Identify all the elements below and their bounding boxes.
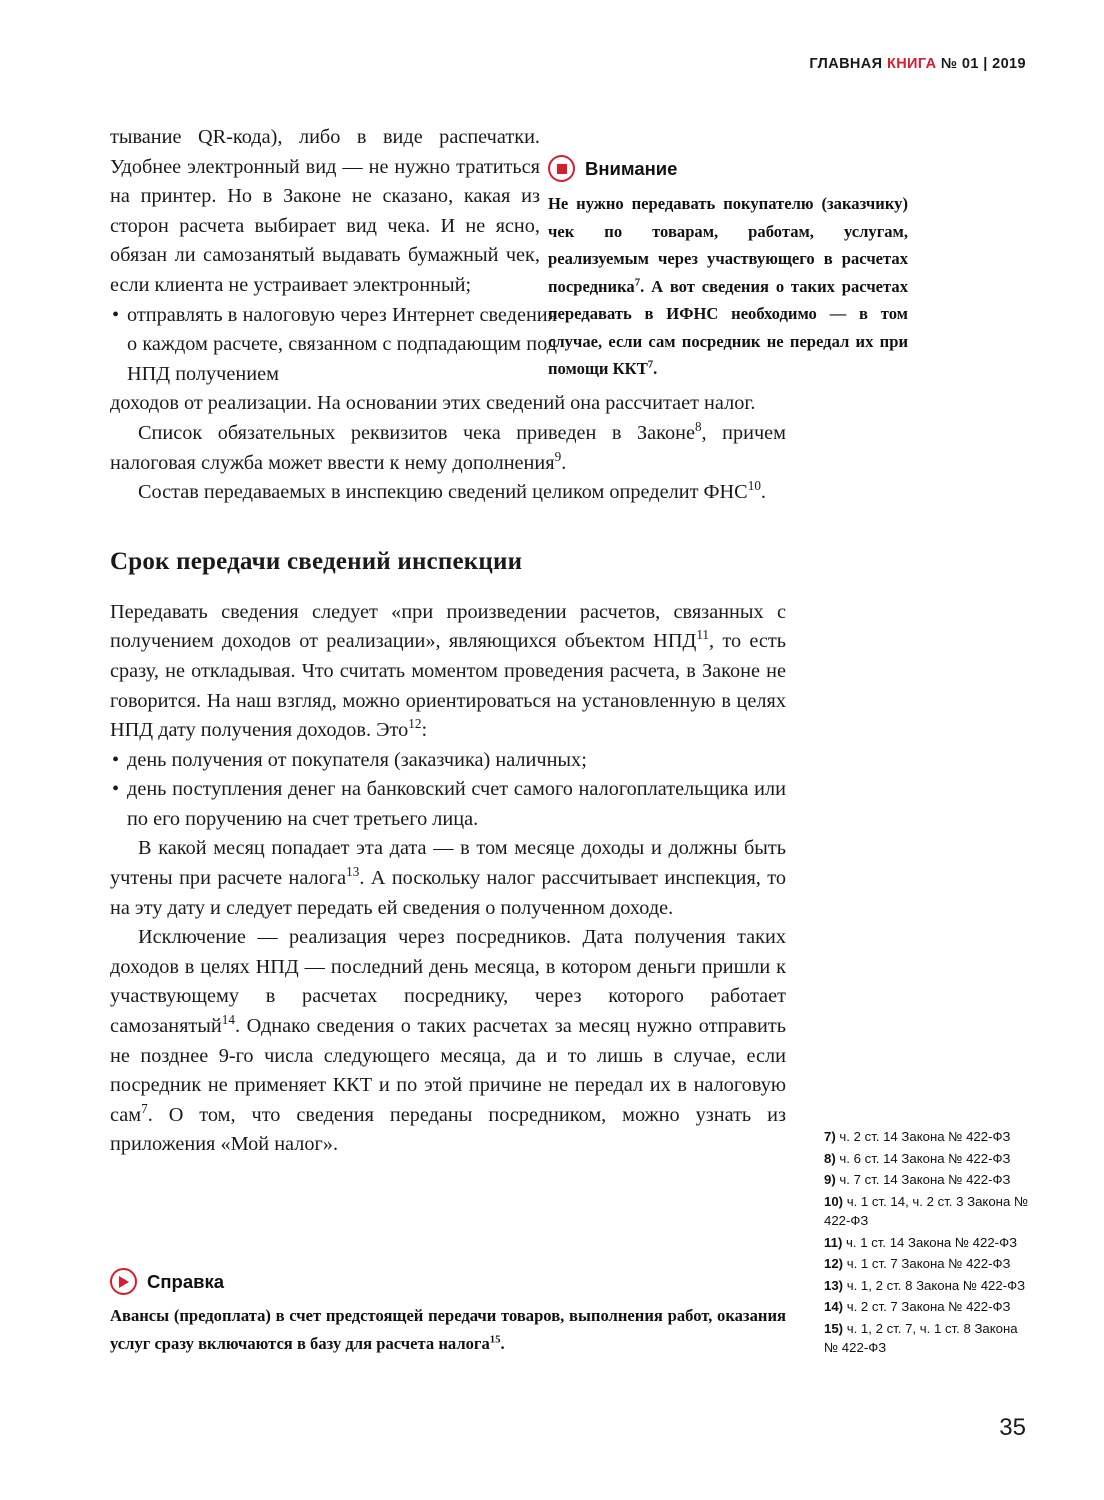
footnote-item (824, 1170, 1034, 1190)
footnote-number: 11) (824, 1234, 843, 1250)
footnote-number: 9) (824, 1172, 836, 1187)
footnote-text: ч. 2 ст. 7 Закона № 422-ФЗ (843, 1299, 1011, 1314)
bullet-send-narrow: • отправлять в налоговую через Интернет сведения о каждом расчете, связанном с подпадающим под НПД получением (127, 303, 557, 385)
attention-title: Внимание (585, 158, 678, 179)
para-list-a: Список обязательных реквизитов чека приведен в Законе (138, 421, 695, 444)
para-transfer-b: , то есть сразу, не откладывая. Что считать моментом проведения расчета, в Законе не говорится. На наш взгляд, можно ориентироваться на установленную в целях НПД дату получения доходов. Это (110, 630, 786, 742)
spravka-title: Справка (147, 1271, 225, 1292)
footnote-text: ч. 1, 2 ст. 7, ч. 1 ст. 8 Закона № 422-ФЗ (824, 1320, 1018, 1355)
footnote-item (824, 1297, 1034, 1317)
footnote-ref-11: 11 (696, 627, 710, 643)
footnote-text: ч. 1, 2 ст. 8 Закона № 422-ФЗ (843, 1277, 1026, 1293)
attention-text-c: . (653, 359, 658, 378)
spravka-header (110, 1268, 786, 1297)
footnote-text: ч. 6 ст. 14 Закона № 422-ФЗ (835, 1150, 1011, 1166)
footnote-ref-9: 9 (554, 448, 562, 464)
attention-text-b: . А вот сведения о таких расчетах передавать в ИФНС необходимо — в том случае, если сам посредник не передал их при помощи ККТ (548, 276, 908, 378)
paragraph-transfer-rules (110, 598, 786, 746)
footnote-number: 13) (824, 1277, 844, 1293)
list-item: • день поступления денег на банковский счет самого налогоплательщика или по его поручению на счет третьего лица. (110, 775, 786, 834)
footnote-item (824, 1319, 1034, 1358)
footnote-ref-7b: 7 (141, 1101, 148, 1117)
paragraph-qr-code: тывание QR-кода), либо в виде распечатки. Удобнее электронный вид — не нужно тратиться на принтер. Но в Законе не сказано, какая из сторон расчета выбирает вид чека. И не ясно, обязан ли самозанятый выдавать бумажный чек, если клиента не устраивает электронный; (110, 126, 540, 296)
attention-text (548, 190, 908, 383)
para-compose-b: . (760, 481, 766, 504)
footnote-item (824, 1149, 1034, 1169)
footnote-number: 15) (824, 1320, 844, 1336)
para-except-a: Исключение — реализация через посредников. Дата получения таких доходов в целях НПД — последний день месяца, в котором деньги пришли к участвующему в расчетах посреднику, через которого работает самозанятый (110, 926, 786, 1038)
paragraph-receipt-requisites (110, 419, 786, 478)
bullet-list-income-dates (110, 746, 786, 835)
page-number: 35 (999, 1414, 1026, 1441)
footnote-ref-7c: 7 (647, 358, 654, 371)
footnote-number: 10) (824, 1193, 844, 1209)
spravka-callout (110, 1268, 786, 1357)
section-heading: Срок передачи сведений инспекции (110, 547, 523, 575)
footnote-ref-14: 14 (221, 1012, 235, 1028)
footnote-ref-8: 8 (694, 419, 702, 435)
footnote-item (824, 1192, 1034, 1231)
footnote-number: 7) (824, 1129, 836, 1144)
footnote-text: ч. 1 ст. 14, ч. 2 ст. 3 Закона № 422-ФЗ (824, 1193, 1029, 1228)
list-item: • день получения от покупателя (заказчика) наличных; (110, 746, 786, 776)
footnote-number: 14) (824, 1299, 844, 1314)
footnote-text: ч. 1 ст. 7 Закона № 422-ФЗ (843, 1256, 1011, 1271)
header-issue: № 01 | 2019 (936, 56, 1026, 72)
paragraph-month (110, 834, 786, 923)
footnote-ref-13: 13 (346, 864, 360, 880)
header-brand-accent: КНИГА (886, 56, 937, 72)
para-month-a: В какой месяц попадает эта дата — в том месяце доходы и должны быть учтены при расчете налога (110, 837, 786, 890)
footnote-text: ч. 1 ст. 14 Закона № 422-ФЗ (842, 1234, 1018, 1250)
footnote-item (824, 1276, 1034, 1296)
footnote-item (824, 1233, 1034, 1253)
para-list-c: . (561, 451, 567, 474)
attention-callout (548, 155, 908, 383)
spravka-text-a: Авансы (предоплата) в счет предстоящей передачи товаров, выполнения работ, оказания услуг сразу включаются в базу для расчета налога (110, 1306, 786, 1353)
para-list-b: , причем налоговая служба может ввести к нему дополнения (110, 421, 786, 474)
footnote-ref-12: 12 (408, 716, 422, 732)
para-transfer-a: Передавать сведения следует «при произведении расчетов, связанных с получением доходов от реализации», являющихся объектом НПД (110, 600, 786, 653)
para-month-b: . А поскольку налог рассчитывает инспекция, то на эту дату и следует передать ей сведения о полученном доходе. (110, 867, 787, 919)
bullet-send-continuation: доходов от реализации. На основании этих сведений она рассчитает налог. (110, 392, 756, 415)
footnote-item (824, 1254, 1034, 1274)
para-except-b: . Однако сведения о таких расчетах за месяц нужно отправить не позднее 9-го числа следующего месяца, да и то лишь в случае, если посредник не применяет ККТ и по этой причине не передал их в налоговую сам (110, 1015, 786, 1126)
paragraph-exception (110, 923, 786, 1160)
footnote-column (824, 1127, 1034, 1360)
footnote-number: 12) (824, 1256, 844, 1271)
stop-icon (548, 155, 575, 182)
spravka-text-b: . (500, 1333, 505, 1353)
footnote-ref-10: 10 (747, 478, 761, 494)
para-transfer-c: : (421, 719, 428, 742)
attention-text-a: Не нужно передавать покупателю (заказчику) чек по товарам, работам, услугам, реализуемым через участвующего в расчетах посредника (548, 194, 908, 296)
running-header (809, 56, 1026, 72)
header-brand: ГЛАВНАЯ (809, 56, 887, 72)
para-compose-a: Состав передаваемых в инспекцию сведений целиком определит ФНС (138, 481, 748, 504)
footnote-number: 8) (824, 1150, 836, 1166)
attention-header (548, 155, 908, 184)
footnote-text: ч. 7 ст. 14 Закона № 422-ФЗ (835, 1172, 1011, 1187)
spravka-text (110, 1302, 786, 1357)
para-except-c: . О том, что сведения переданы посредником, можно узнать из приложения «Мой налог». (110, 1103, 786, 1156)
footnote-ref-15: 15 (489, 1332, 501, 1345)
footnote-ref-7: 7 (634, 275, 641, 288)
paragraph-composition (110, 478, 786, 508)
footnote-text: ч. 2 ст. 14 Закона № 422-ФЗ (835, 1129, 1011, 1144)
footnote-item (824, 1127, 1034, 1147)
play-icon (110, 1268, 137, 1295)
